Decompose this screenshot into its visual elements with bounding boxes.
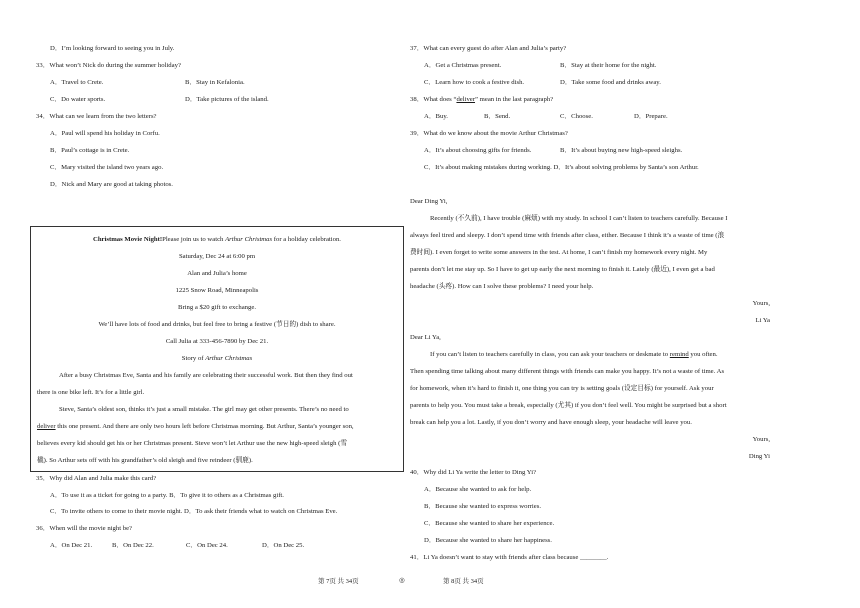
question-35: 35．Why did Alan and Julia make this card? — [36, 475, 157, 482]
q38-word: deliver — [456, 96, 476, 103]
letter2-line1-text: If you can’t listen to teachers carefully in class, you can ask your teachers or deskmate to — [430, 351, 670, 358]
question-38 — [410, 96, 553, 104]
event-time: Saturday, Dec 24 at 6:00 pm — [178, 253, 256, 260]
letter1-line5: headache (头疼). How can I solve these problems? I need your help. — [410, 283, 594, 290]
q37-option-b: B．Stay at their home for the night. — [560, 62, 657, 69]
q38-text-end: ” mean in the last paragraph? — [475, 96, 554, 103]
letter2-line5: break can help you a lot. Lastly, if you don’t worry and have enough sleep, your headache will leave you. — [410, 419, 692, 426]
question-41: 41．Li Ya doesn’t want to stay with friends after class because ________. — [410, 554, 609, 561]
story-movie-name: Arthur Christmas — [205, 355, 253, 362]
question-39: 39．What do we know about the movie Arthur Christmas? — [410, 130, 568, 137]
story-p1-line1: After a busy Christmas Eve, Santa and his family are celebrating their successful work. But then they find out — [59, 372, 353, 379]
event-food: We’ll have lots of food and drinks, but feel free to bring a festive (节日的) dish to share. — [98, 321, 336, 328]
q40-option-a: A．Because she wanted to ask for help. — [424, 486, 532, 493]
story-p1-line2: there is one bike left. It’s for a little girl. — [37, 389, 145, 396]
q36-option-a: A．On Dec 21. — [50, 542, 93, 549]
letter1-line3: 费时间). I even forget to write some answers in the test. At home, I can’t finish my homework every night. My — [410, 249, 708, 256]
q33-option-b: B．Stay in Kefalonia. — [185, 79, 245, 86]
page-number-8: 第 8页 共 34页 — [443, 578, 484, 585]
q33-option-a: A．Travel to Crete. — [50, 79, 104, 86]
q36-option-b: B．On Dec 22. — [112, 542, 154, 549]
invitation-title-line — [31, 236, 403, 244]
letter1-line2: always feel tired and sleepy. I don’t spend time with friends after class, either. Because I think it’s a waste of time (浪 — [410, 232, 725, 239]
story-p2-line2-text: this one present. And there are only two hours left before Christmas morning. But Arthur, Santa’s younger son, — [55, 423, 354, 430]
event-call: Call Julia at 333-456-7890 by Dec 21. — [165, 338, 269, 345]
event-address: 1225 Snow Road, Minneapolis — [175, 287, 259, 294]
question-34: 34．What can we learn from the two letters? — [36, 113, 157, 120]
letter1-line1: Recently (不久前), I have trouble (麻烦) with my study. In school I can’t listen to teachers carefully. Because I — [430, 215, 728, 222]
invitation-title: Christmas Movie Night! — [93, 236, 163, 243]
center-mark-icon: ◎ — [399, 577, 405, 584]
letter2-greeting: Dear Li Ya, — [410, 334, 441, 341]
question-37: 37．What can every guest do after Alan and Julia’s party? — [410, 45, 567, 52]
q37-option-d: D．Take some food and drinks away. — [560, 79, 661, 86]
event-place: Alan and Julia’s home — [187, 270, 247, 277]
invitation-text: Please join us to watch — [162, 236, 226, 243]
story-p2-line4: 橇). So Arthur sets off with his grandfather’s old sleigh and five reindeer (驯鹿). — [37, 457, 253, 464]
invitation-text-end: for a holiday celebration. — [272, 236, 341, 243]
q34-option-b: B．Paul’s cottage is in Crete. — [50, 147, 130, 154]
letter1-closing: Yours, — [752, 300, 770, 307]
q36-option-c: C．On Dec 24. — [186, 542, 228, 549]
story-p2-line1: Steve, Santa’s oldest son, thinks it’s just a small mistake. The girl may get other presents. There’s no need to — [59, 406, 349, 413]
q38-option-d: D．Prepare. — [634, 113, 668, 120]
event-gift: Bring a $20 gift to exchange. — [177, 304, 256, 311]
q39-options-cd: C．It’s about making mistakes during working. D．It’s about solving problems by Santa’s son Arthur. — [424, 164, 699, 171]
remind-underlined: remind — [669, 351, 689, 358]
story-p2-line3: believes every kid should get his or her Christmas present. Steve won’t let Arthur use the new high-speed sleigh (雪 — [37, 440, 348, 447]
q39-option-b: B．It’s about buying new high-speed sleighs. — [560, 147, 683, 154]
q35-options-cd: C．To invite others to come to their movie night. D．To ask their friends what to watch on Christmas Eve. — [50, 508, 338, 515]
q36-option-d: D．On Dec 25. — [262, 542, 305, 549]
q37-option-c: C．Learn how to cook a festive dish. — [424, 79, 525, 86]
q38-option-c: C．Choose. — [560, 113, 593, 120]
q40-option-b: B．Because she wanted to express worries. — [424, 503, 541, 510]
story-heading — [31, 355, 403, 363]
q38-text-start: 38．What does “ — [410, 96, 457, 103]
q34-option-d: D．Nick and Mary are good at taking photos. — [50, 181, 173, 188]
q34-option-c: C．Mary visited the island two years ago. — [50, 164, 164, 171]
letter2-signature: Ding Yi — [748, 453, 770, 460]
q40-option-d: D．Because she wanted to share her happiness. — [424, 537, 552, 544]
letter1-greeting: Dear Ding Yi, — [410, 198, 448, 205]
story-p2-line2 — [37, 423, 397, 431]
letter2-line1 — [430, 351, 718, 359]
movie-name: Arthur Christmas — [225, 236, 273, 243]
letter1-line4: parents don’t let me stay up. So I have to get up early the next morning to finish it. Lately (最近), I even get a bad — [410, 266, 715, 273]
story-heading-text: Story of — [181, 355, 206, 362]
letter2-line3: for homework, when it’s hard to finish it, one thing you can try is setting goals (设定目标) for yourself. Ask your — [410, 385, 714, 392]
q33-option-d: D．Take pictures of the island. — [185, 96, 269, 103]
letter2-line4: parents to help you. You must take a break, especially (尤其) if you don’t feel well. You might be surprised but a short — [410, 402, 727, 409]
letter2-line2: Then spending time talking about many different things with friends can make you happy. It’s not a waste of time. As — [410, 368, 725, 375]
question-33: 33．What won’t Nick do during the summer holiday? — [36, 62, 181, 69]
q40-option-c: C．Because she wanted to share her experience. — [424, 520, 555, 527]
question-36: 36．When will the movie night be? — [36, 525, 133, 532]
q38-option-b: B．Send. — [484, 113, 511, 120]
q35-options-ab: A．To use it as a ticket for going to a party. B．To give it to others as a Christmas gift. — [50, 492, 284, 499]
letter1-signature: Li Ya — [755, 317, 770, 324]
page-number-7: 第 7页 共 34页 — [318, 578, 359, 585]
q38-option-a: A．Buy. — [424, 113, 448, 120]
q34-option-a: A．Paul will spend his holiday in Corfu. — [50, 130, 160, 137]
letter2-closing: Yours, — [752, 436, 770, 443]
invitation-card-box — [30, 226, 404, 472]
q37-option-a: A．Get a Christmas present. — [424, 62, 502, 69]
q33-option-c: C．Do water sports. — [50, 96, 106, 103]
letter2-line1-end: you often. — [688, 351, 718, 358]
deliver-underlined: deliver — [37, 423, 56, 430]
q39-option-a: A．It’s about choosing gifts for friends. — [424, 147, 532, 154]
q32-option-d: D．I’m looking forward to seeing you in July. — [50, 45, 175, 52]
question-40: 40．Why did Li Ya write the letter to Ding Yi? — [410, 469, 537, 476]
